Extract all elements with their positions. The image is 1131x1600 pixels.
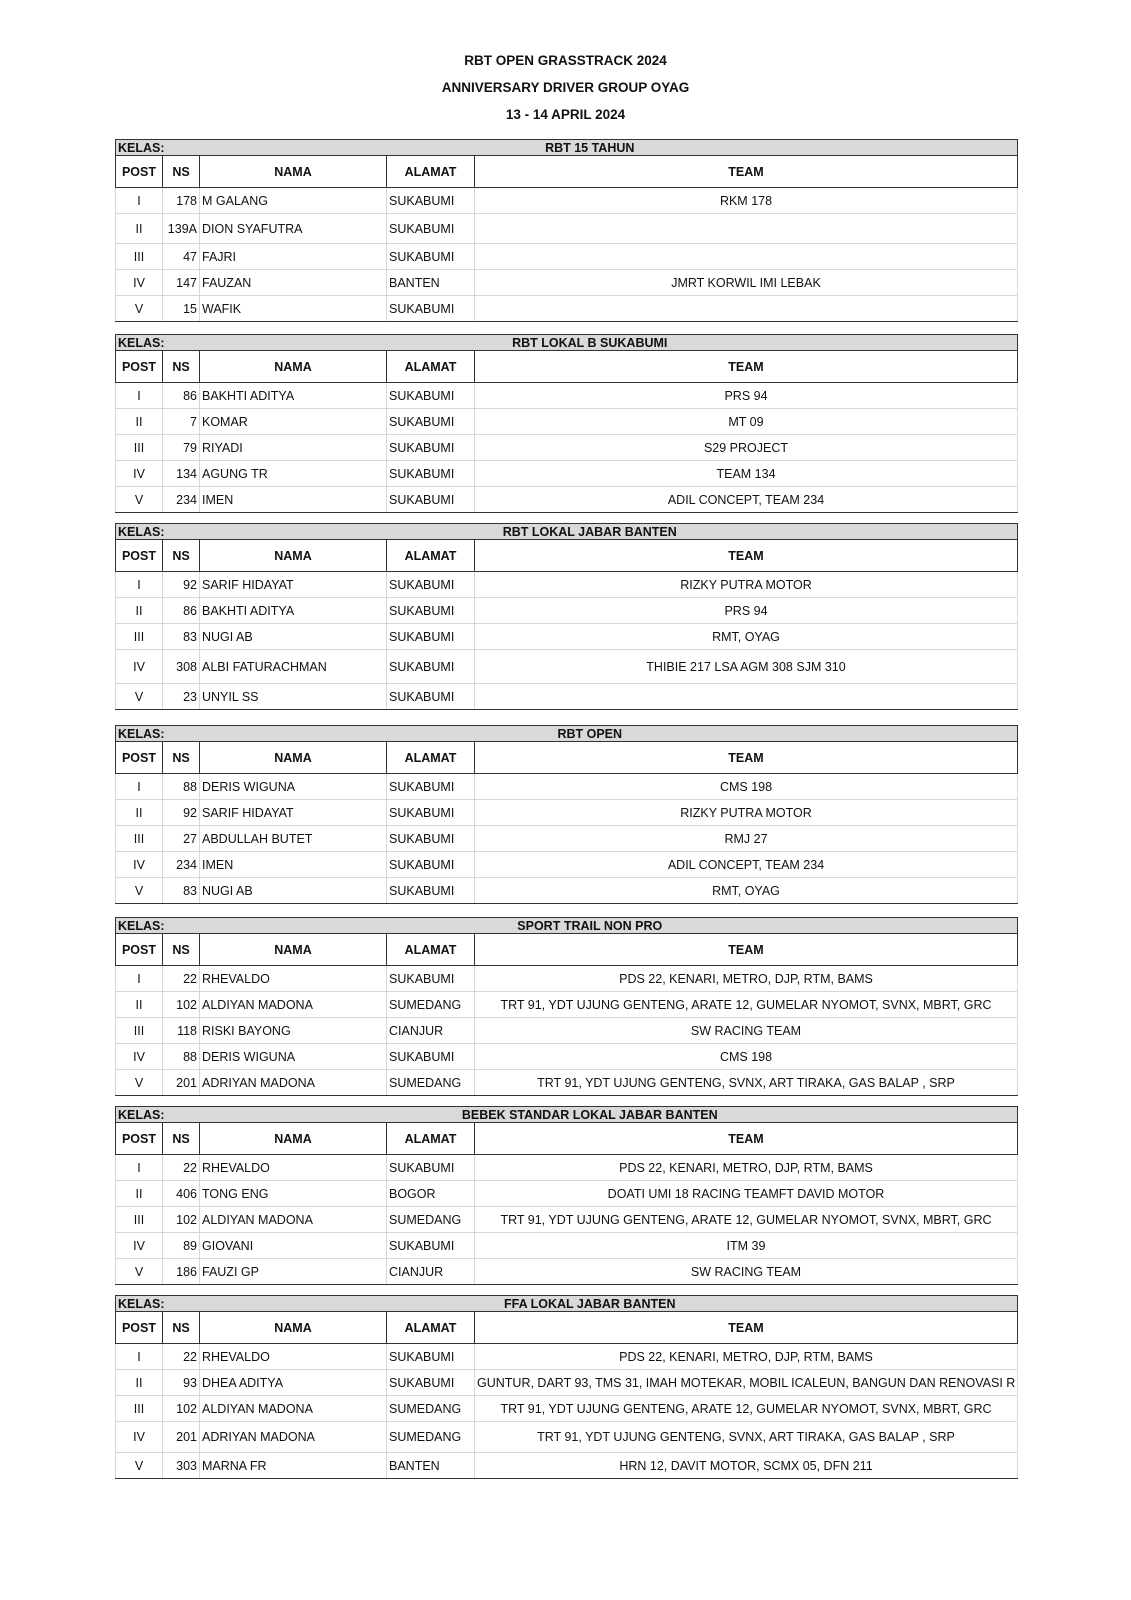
team-cell: ADIL CONCEPT, TEAM 234 [475,487,1018,513]
ns-cell: 79 [163,435,200,461]
col-header-post: POST [116,742,163,774]
class-name: RBT 15 TAHUN [163,140,1018,156]
col-header-team: TEAM [475,156,1018,188]
nama-cell: DERIS WIGUNA [200,774,387,800]
post-cell: III [116,1207,163,1233]
post-cell: II [116,409,163,435]
ns-cell: 47 [163,244,200,270]
post-cell: III [116,826,163,852]
table-row [116,800,1018,826]
table-row [116,684,1018,710]
col-header-alamat: ALAMAT [387,1123,475,1155]
col-header-ns: NS [163,742,200,774]
nama-cell: BAKHTI ADITYA [200,598,387,624]
col-header-nama: NAMA [200,351,387,383]
column-header-row [116,156,1018,188]
alamat-cell: SUKABUMI [387,383,475,409]
col-header-ns: NS [163,156,200,188]
nama-cell: TONG ENG [200,1181,387,1207]
col-header-team: TEAM [475,540,1018,572]
table-row [116,1044,1018,1070]
team-cell: JMRT KORWIL IMI LEBAK [475,270,1018,296]
class-section-6 [115,1106,1131,1306]
ns-cell: 92 [163,800,200,826]
alamat-cell: SUKABUMI [387,966,475,992]
col-header-nama: NAMA [200,1123,387,1155]
post-cell: V [116,487,163,513]
ns-cell: 102 [163,1207,200,1233]
table-row [116,1259,1018,1285]
team-cell: TRT 91, YDT UJUNG GENTENG, SVNX, ART TIRAKA, GAS BALAP , SRP [475,1070,1018,1096]
post-cell: II [116,1370,163,1396]
table-row [116,774,1018,800]
col-header-team: TEAM [475,934,1018,966]
team-cell: TRT 91, YDT UJUNG GENTENG, ARATE 12, GUMELAR NYOMOT, SVNX, MBRT, GRC [475,992,1018,1018]
ns-cell: 23 [163,684,200,710]
col-header-alamat: ALAMAT [387,934,475,966]
table-row [116,1422,1018,1453]
nama-cell: ALBI FATURACHMAN [200,650,387,684]
team-cell: PRS 94 [475,383,1018,409]
class-name: FFA LOKAL JABAR BANTEN [163,1296,1018,1312]
nama-cell: SARIF HIDAYAT [200,800,387,826]
table-row [116,1018,1018,1044]
table-row [116,852,1018,878]
nama-cell: M GALANG [200,188,387,214]
team-cell: SW RACING TEAM [475,1018,1018,1044]
post-cell: II [116,800,163,826]
team-cell [475,296,1018,322]
team-cell: DOATI UMI 18 RACING TEAMFT DAVID MOTOR [475,1181,1018,1207]
alamat-cell: SUKABUMI [387,800,475,826]
table-row [116,878,1018,904]
nama-cell: FAUZAN [200,270,387,296]
table-row [116,270,1018,296]
class-section-7 [115,1295,1131,1495]
nama-cell: WAFIK [200,296,387,322]
post-cell: I [116,1344,163,1370]
alamat-cell: SUKABUMI [387,214,475,244]
nama-cell: FAJRI [200,244,387,270]
post-cell: II [116,1181,163,1207]
alamat-cell: SUKABUMI [387,244,475,270]
team-cell: MT 09 [475,409,1018,435]
nama-cell: DERIS WIGUNA [200,1044,387,1070]
nama-cell: ALDIYAN MADONA [200,992,387,1018]
ns-cell: 118 [163,1018,200,1044]
nama-cell: DHEA ADITYA [200,1370,387,1396]
post-cell: I [116,383,163,409]
alamat-cell: SUKABUMI [387,826,475,852]
team-cell: THIBIE 217 LSA AGM 308 SJM 310 [475,650,1018,684]
alamat-cell: SUMEDANG [387,1396,475,1422]
ns-cell: 308 [163,650,200,684]
ns-cell: 27 [163,826,200,852]
nama-cell: ALDIYAN MADONA [200,1396,387,1422]
nama-cell: AGUNG TR [200,461,387,487]
team-cell: TRT 91, YDT UJUNG GENTENG, SVNX, ART TIRAKA, GAS BALAP , SRP [475,1422,1018,1453]
col-header-post: POST [116,156,163,188]
ns-cell: 22 [163,1155,200,1181]
post-cell: I [116,572,163,598]
table-row [116,1396,1018,1422]
team-cell: TRT 91, YDT UJUNG GENTENG, ARATE 12, GUMELAR NYOMOT, SVNX, MBRT, GRC [475,1396,1018,1422]
post-cell: III [116,1396,163,1422]
column-header-row [116,540,1018,572]
column-header-row [116,742,1018,774]
team-cell: SW RACING TEAM [475,1259,1018,1285]
team-cell: GUNTUR, DART 93, TMS 31, IMAH MOTEKAR, MOBIL ICALEUN, BANGUN DAN RENOVASI R [475,1370,1018,1396]
table-row [116,598,1018,624]
table-row [116,572,1018,598]
table-row [116,1453,1018,1479]
alamat-cell: SUKABUMI [387,774,475,800]
ns-cell: 139A [163,214,200,244]
col-header-alamat: ALAMAT [387,351,475,383]
document-date: 13 - 14 APRIL 2024 [505,107,626,122]
team-cell: CMS 198 [475,774,1018,800]
col-header-post: POST [116,351,163,383]
ns-cell: 234 [163,487,200,513]
col-header-nama: NAMA [200,1312,387,1344]
ns-cell: 234 [163,852,200,878]
alamat-cell: SUMEDANG [387,992,475,1018]
post-cell: I [116,774,163,800]
nama-cell: RIYADI [200,435,387,461]
results-table [115,1106,1018,1285]
post-cell: III [116,624,163,650]
table-row [116,214,1018,244]
alamat-cell: SUKABUMI [387,435,475,461]
nama-cell: RHEVALDO [200,1344,387,1370]
col-header-nama: NAMA [200,742,387,774]
document-title: RBT OPEN GRASSTRACK 2024 [464,53,667,68]
team-cell: CMS 198 [475,1044,1018,1070]
alamat-cell: SUKABUMI [387,1344,475,1370]
alamat-cell: CIANJUR [387,1259,475,1285]
team-cell: PDS 22, KENARI, METRO, DJP, RTM, BAMS [475,1155,1018,1181]
kelas-label: KELAS: [116,1296,163,1312]
alamat-cell: SUKABUMI [387,852,475,878]
table-row [116,1344,1018,1370]
col-header-team: TEAM [475,351,1018,383]
team-cell: PDS 22, KENARI, METRO, DJP, RTM, BAMS [475,966,1018,992]
class-section-1 [115,139,1131,339]
kelas-label: KELAS: [116,140,163,156]
ns-cell: 22 [163,966,200,992]
alamat-cell: SUKABUMI [387,572,475,598]
post-cell: V [116,684,163,710]
post-cell: IV [116,650,163,684]
results-table [115,1295,1018,1479]
table-row [116,966,1018,992]
ns-cell: 88 [163,1044,200,1070]
col-header-ns: NS [163,1312,200,1344]
alamat-cell: BOGOR [387,1181,475,1207]
team-cell: RMT, OYAG [475,878,1018,904]
results-table [115,917,1018,1096]
table-row [116,992,1018,1018]
ns-cell: 178 [163,188,200,214]
ns-cell: 201 [163,1422,200,1453]
class-header-row [116,524,1018,540]
col-header-nama: NAMA [200,934,387,966]
class-name: RBT LOKAL B SUKABUMI [163,335,1018,351]
table-row [116,409,1018,435]
alamat-cell: SUKABUMI [387,1370,475,1396]
col-header-ns: NS [163,351,200,383]
col-header-ns: NS [163,1123,200,1155]
table-row [116,1070,1018,1096]
alamat-cell: SUKABUMI [387,296,475,322]
results-table [115,334,1018,513]
table-row [116,487,1018,513]
ns-cell: 102 [163,1396,200,1422]
post-cell: II [116,214,163,244]
col-header-alamat: ALAMAT [387,1312,475,1344]
table-row [116,1155,1018,1181]
post-cell: V [116,1259,163,1285]
class-name: BEBEK STANDAR LOKAL JABAR BANTEN [163,1107,1018,1123]
results-table [115,523,1018,710]
nama-cell: RHEVALDO [200,966,387,992]
results-table [115,725,1018,904]
team-cell: RIZKY PUTRA MOTOR [475,800,1018,826]
ns-cell: 92 [163,572,200,598]
ns-cell: 22 [163,1344,200,1370]
post-cell: V [116,296,163,322]
table-row [116,383,1018,409]
post-cell: III [116,1018,163,1044]
nama-cell: ADRIYAN MADONA [200,1070,387,1096]
nama-cell: ABDULLAH BUTET [200,826,387,852]
table-row [116,296,1018,322]
post-cell: III [116,244,163,270]
document-subtitle: ANNIVERSARY DRIVER GROUP OYAG [441,80,690,95]
col-header-alamat: ALAMAT [387,742,475,774]
post-cell: I [116,966,163,992]
team-cell [475,244,1018,270]
class-name: RBT LOKAL JABAR BANTEN [163,524,1018,540]
post-cell: I [116,188,163,214]
post-cell: V [116,878,163,904]
alamat-cell: SUKABUMI [387,1044,475,1070]
team-cell: RIZKY PUTRA MOTOR [475,572,1018,598]
nama-cell: MARNA FR [200,1453,387,1479]
col-header-nama: NAMA [200,156,387,188]
table-row [116,650,1018,684]
post-cell: IV [116,1044,163,1070]
nama-cell: ALDIYAN MADONA [200,1207,387,1233]
table-row [116,1233,1018,1259]
nama-cell: KOMAR [200,409,387,435]
ns-cell: 83 [163,624,200,650]
team-cell: S29 PROJECT [475,435,1018,461]
class-section-5 [115,917,1131,1117]
post-cell: II [116,598,163,624]
col-header-team: TEAM [475,1123,1018,1155]
team-cell: RKM 178 [475,188,1018,214]
post-cell: IV [116,1422,163,1453]
col-header-ns: NS [163,934,200,966]
ns-cell: 102 [163,992,200,1018]
nama-cell: SARIF HIDAYAT [200,572,387,598]
alamat-cell: SUMEDANG [387,1207,475,1233]
results-table [115,139,1018,322]
col-header-post: POST [116,934,163,966]
class-header-row [116,918,1018,934]
class-header-row [116,1296,1018,1312]
alamat-cell: SUKABUMI [387,1233,475,1259]
ns-cell: 147 [163,270,200,296]
post-cell: III [116,435,163,461]
column-header-row [116,1312,1018,1344]
nama-cell: UNYIL SS [200,684,387,710]
ns-cell: 134 [163,461,200,487]
alamat-cell: BANTEN [387,270,475,296]
post-cell: II [116,992,163,1018]
ns-cell: 86 [163,598,200,624]
col-header-team: TEAM [475,742,1018,774]
ns-cell: 303 [163,1453,200,1479]
col-header-post: POST [116,1312,163,1344]
kelas-label: KELAS: [116,524,163,540]
alamat-cell: SUKABUMI [387,598,475,624]
kelas-label: KELAS: [116,335,163,351]
post-cell: V [116,1070,163,1096]
nama-cell: ADRIYAN MADONA [200,1422,387,1453]
nama-cell: IMEN [200,852,387,878]
alamat-cell: SUMEDANG [387,1070,475,1096]
ns-cell: 88 [163,774,200,800]
class-section-3 [115,523,1131,723]
alamat-cell: SUKABUMI [387,409,475,435]
team-cell: TEAM 134 [475,461,1018,487]
class-header-row [116,726,1018,742]
alamat-cell: SUKABUMI [387,188,475,214]
alamat-cell: SUKABUMI [387,461,475,487]
nama-cell: IMEN [200,487,387,513]
alamat-cell: SUMEDANG [387,1422,475,1453]
team-cell: RMJ 27 [475,826,1018,852]
ns-cell: 406 [163,1181,200,1207]
alamat-cell: SUKABUMI [387,487,475,513]
team-cell: HRN 12, DAVIT MOTOR, SCMX 05, DFN 211 [475,1453,1018,1479]
alamat-cell: BANTEN [387,1453,475,1479]
col-header-alamat: ALAMAT [387,540,475,572]
class-name: SPORT TRAIL NON PRO [163,918,1018,934]
table-row [116,1181,1018,1207]
col-header-post: POST [116,1123,163,1155]
table-row [116,244,1018,270]
table-row [116,188,1018,214]
table-row [116,624,1018,650]
post-cell: V [116,1453,163,1479]
team-cell: RMT, OYAG [475,624,1018,650]
nama-cell: BAKHTI ADITYA [200,383,387,409]
post-cell: IV [116,1233,163,1259]
class-section-4 [115,725,1131,925]
column-header-row [116,934,1018,966]
ns-cell: 93 [163,1370,200,1396]
table-row [116,1207,1018,1233]
team-cell: TRT 91, YDT UJUNG GENTENG, ARATE 12, GUMELAR NYOMOT, SVNX, MBRT, GRC [475,1207,1018,1233]
alamat-cell: SUKABUMI [387,650,475,684]
ns-cell: 86 [163,383,200,409]
ns-cell: 201 [163,1070,200,1096]
team-cell: ITM 39 [475,1233,1018,1259]
ns-cell: 15 [163,296,200,322]
nama-cell: FAUZI GP [200,1259,387,1285]
ns-cell: 89 [163,1233,200,1259]
nama-cell: RISKI BAYONG [200,1018,387,1044]
nama-cell: RHEVALDO [200,1155,387,1181]
nama-cell: NUGI AB [200,624,387,650]
ns-cell: 7 [163,409,200,435]
post-cell: I [116,1155,163,1181]
table-row [116,1370,1018,1396]
col-header-ns: NS [163,540,200,572]
team-cell [475,684,1018,710]
col-header-post: POST [116,540,163,572]
col-header-nama: NAMA [200,540,387,572]
alamat-cell: SUKABUMI [387,684,475,710]
team-cell: ADIL CONCEPT, TEAM 234 [475,852,1018,878]
col-header-alamat: ALAMAT [387,156,475,188]
nama-cell: NUGI AB [200,878,387,904]
ns-cell: 83 [163,878,200,904]
team-cell: PRS 94 [475,598,1018,624]
col-header-team: TEAM [475,1312,1018,1344]
kelas-label: KELAS: [116,1107,163,1123]
post-cell: IV [116,852,163,878]
column-header-row [116,1123,1018,1155]
column-header-row [116,351,1018,383]
post-cell: IV [116,270,163,296]
ns-cell: 186 [163,1259,200,1285]
table-row [116,435,1018,461]
class-name: RBT OPEN [163,726,1018,742]
alamat-cell: SUKABUMI [387,1155,475,1181]
alamat-cell: SUKABUMI [387,878,475,904]
class-header-row [116,140,1018,156]
post-cell: IV [116,461,163,487]
class-header-row [116,1107,1018,1123]
alamat-cell: SUKABUMI [387,624,475,650]
table-row [116,461,1018,487]
team-cell: PDS 22, KENARI, METRO, DJP, RTM, BAMS [475,1344,1018,1370]
alamat-cell: CIANJUR [387,1018,475,1044]
kelas-label: KELAS: [116,918,163,934]
kelas-label: KELAS: [116,726,163,742]
table-row [116,826,1018,852]
nama-cell: GIOVANI [200,1233,387,1259]
class-header-row [116,335,1018,351]
class-section-2 [115,334,1131,534]
team-cell [475,214,1018,244]
nama-cell: DION SYAFUTRA [200,214,387,244]
